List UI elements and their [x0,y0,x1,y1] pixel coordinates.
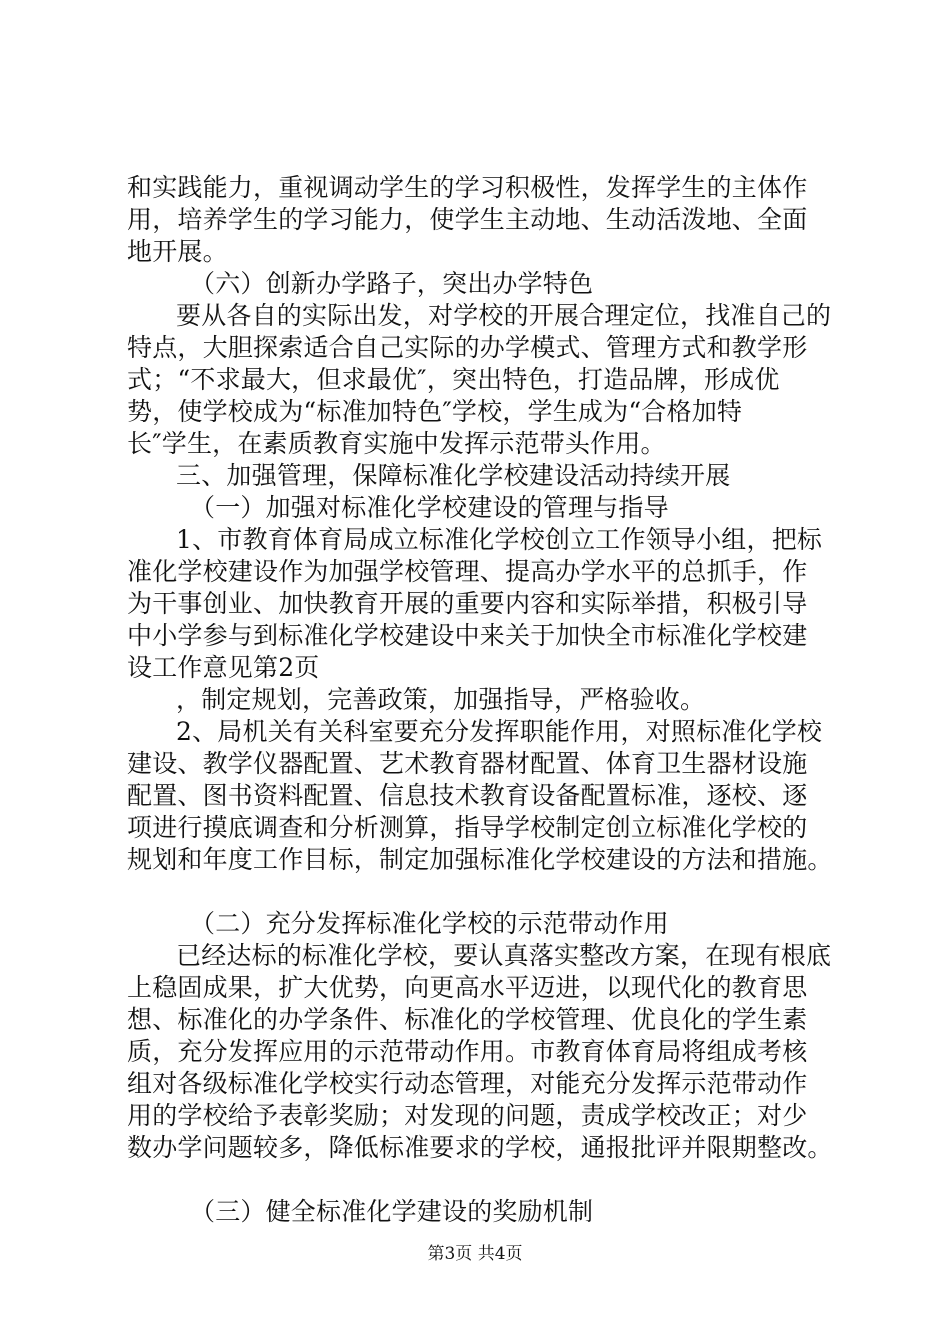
body-text-line: 长″学生，在素质教育实施中发挥示范带头作用。 [127,429,666,458]
page-number-footer: 第3页 共4页 [427,1244,523,1264]
section-heading: （一）加强对标准化学校建设的管理与指导 [190,493,669,522]
section-heading: （六）创新办学路子，突出办学特色 [190,269,594,298]
body-text-line: 数办学问题较多，降低标准要求的学校，通报批评并限期整改。 [127,1133,833,1162]
body-text-line: 和实践能力，重视调动学生的学习积极性，发挥学生的主体作 [127,173,808,202]
body-text-line: 组对各级标准化学校实行动态管理，对能充分发挥示范带动作 [127,1069,808,1098]
body-text-line: 要从各自的实际出发，对学校的开展合理定位，找准自己的 [176,301,832,330]
body-text-line: 势，使学校成为“标准加特色″学校，学生成为“合格加特 [127,397,743,426]
body-text-line: 想、标准化的办学条件、标准化的学校管理、优良化的学生素 [127,1005,808,1034]
body-text-line: 设工作意见第2页 [127,653,320,682]
body-text-line: 式；“不求最大，但求最优″，突出特色，打造品牌，形成优 [127,365,780,394]
body-text-line: 项进行摸底调查和分析测算，指导学校制定创立标准化学校的 [127,813,808,842]
body-text-line: 特点，大胆探索适合自己实际的办学模式、管理方式和教学形 [127,333,808,362]
body-text-line: 为干事创业、加快教育开展的重要内容和实际举措，积极引导 [127,589,808,618]
body-text-line: 地开展。 [127,237,228,266]
body-text-line: 1、市教育体育局成立标准化学校创立工作领导小组，把标 [176,525,823,554]
body-text-line: 建设、教学仪器配置、艺术教育器材配置、体育卫生器材设施 [127,749,808,778]
body-text-line: 用的学校给予表彰奖励；对发现的问题，责成学校改正；对少 [127,1101,808,1130]
section-heading: 三、加强管理，保障标准化学校建设活动持续开展 [176,461,731,490]
section-heading: （三）健全标准化学建设的奖励机制 [190,1197,594,1226]
body-text-line: 用，培养学生的学习能力，使学生主动地、生动活泼地、全面 [127,205,808,234]
body-text-line: 2、局机关有关科室要充分发挥职能作用，对照标准化学校 [176,717,823,746]
body-text-line: 质，充分发挥应用的示范带动作用。市教育体育局将组成考核 [127,1037,808,1066]
body-text-line: ，制定规划，完善政策，加强指导，严格验收。 [176,685,706,714]
body-text-line: 上稳固成果，扩大优势，向更高水平迈进，以现代化的教育思 [127,973,808,1002]
body-text-line: 配置、图书资料配置、信息技术教育设备配置标准，逐校、逐 [127,781,808,810]
body-text-line: 已经达标的标准化学校，要认真落实整改方案，在现有根底 [176,941,832,970]
section-heading: （二）充分发挥标准化学校的示范带动作用 [190,909,669,938]
body-text-line: 规划和年度工作目标，制定加强标准化学校建设的方法和措施。 [127,845,833,874]
body-text-line: 准化学校建设作为加强学校管理、提高办学水平的总抓手，作 [127,557,808,586]
body-text-line: 中小学参与到标准化学校建设中来关于加快全市标准化学校建 [127,621,808,650]
